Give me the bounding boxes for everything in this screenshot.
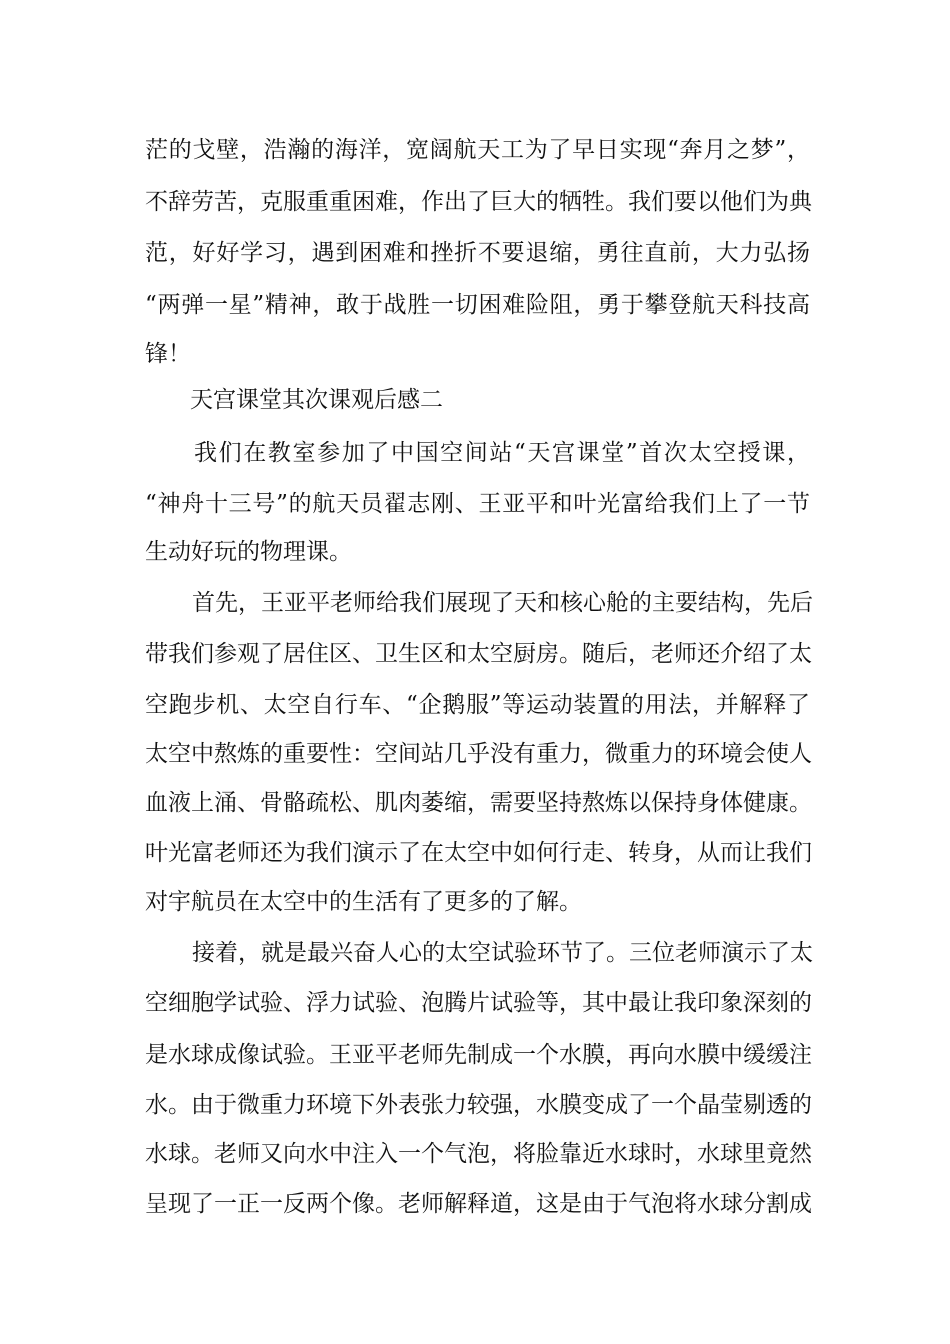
- text-line: 叶光富老师还为我们演示了在太空中如何行走、转身，从而让我们: [145, 840, 812, 866]
- section-heading: 天宫课堂其次课观后感二: [190, 387, 443, 413]
- text-line: 范，好好学习，遇到困难和挫折不要退缩，勇往直前，大力弘扬: [145, 240, 810, 266]
- text-line: 对宇航员在太空中的生活有了更多的了解。: [145, 889, 582, 915]
- text-line: 茫的戈壁，浩瀚的海洋，宽阔航天工为了早日实现“奔月之梦”，: [145, 137, 810, 163]
- text-line: 是水球成像试验。王亚平老师先制成一个水膜，再向水膜中缓缓注: [145, 1042, 812, 1068]
- text-line: “神舟十三号”的航天员翟志刚、王亚平和叶光富给我们上了一节: [145, 491, 810, 517]
- text-line: 呈现了一正一反两个像。老师解释道，这是由于气泡将水球分割成: [145, 1191, 812, 1217]
- text-line: 水。由于微重力环境下外表张力较强，水膜变成了一个晶莹剔透的: [145, 1092, 812, 1118]
- text-line: 空跑步机、太空自行车、“企鹅服”等运动装置的用法，并解释了: [145, 692, 810, 718]
- text-line: 锋！: [145, 341, 191, 367]
- text-line: 我们在教室参加了中国空间站“天宫课堂”首次太空授课，: [194, 440, 810, 466]
- text-line: 不辞劳苦，克服重重困难，作出了巨大的牺牲。我们要以他们为典: [145, 189, 812, 215]
- text-line: 生动好玩的物理课。: [145, 539, 352, 565]
- text-line: 接着，就是最兴奋人心的太空试验环节了。三位老师演示了太: [192, 940, 813, 966]
- text-line: 空细胞学试验、浮力试验、泡腾片试验等，其中最让我印象深刻的: [145, 990, 812, 1016]
- text-line: 太空中熬炼的重要性：空间站几乎没有重力，微重力的环境会使人: [145, 741, 812, 767]
- text-line: 带我们参观了居住区、卫生区和太空厨房。随后，老师还介绍了太: [145, 641, 812, 667]
- text-line: “两弹一星”精神，敢于战胜一切困难险阻，勇于攀登航天科技高: [145, 292, 810, 318]
- text-line: 血液上涌、骨骼疏松、肌肉萎缩，需要坚持熬炼以保持身体健康。: [145, 790, 812, 816]
- text-line: 首先，王亚平老师给我们展现了天和核心舱的主要结构，先后: [192, 590, 813, 616]
- text-line: 水球。老师又向水中注入一个气泡，将脸靠近水球时，水球里竟然: [145, 1141, 812, 1167]
